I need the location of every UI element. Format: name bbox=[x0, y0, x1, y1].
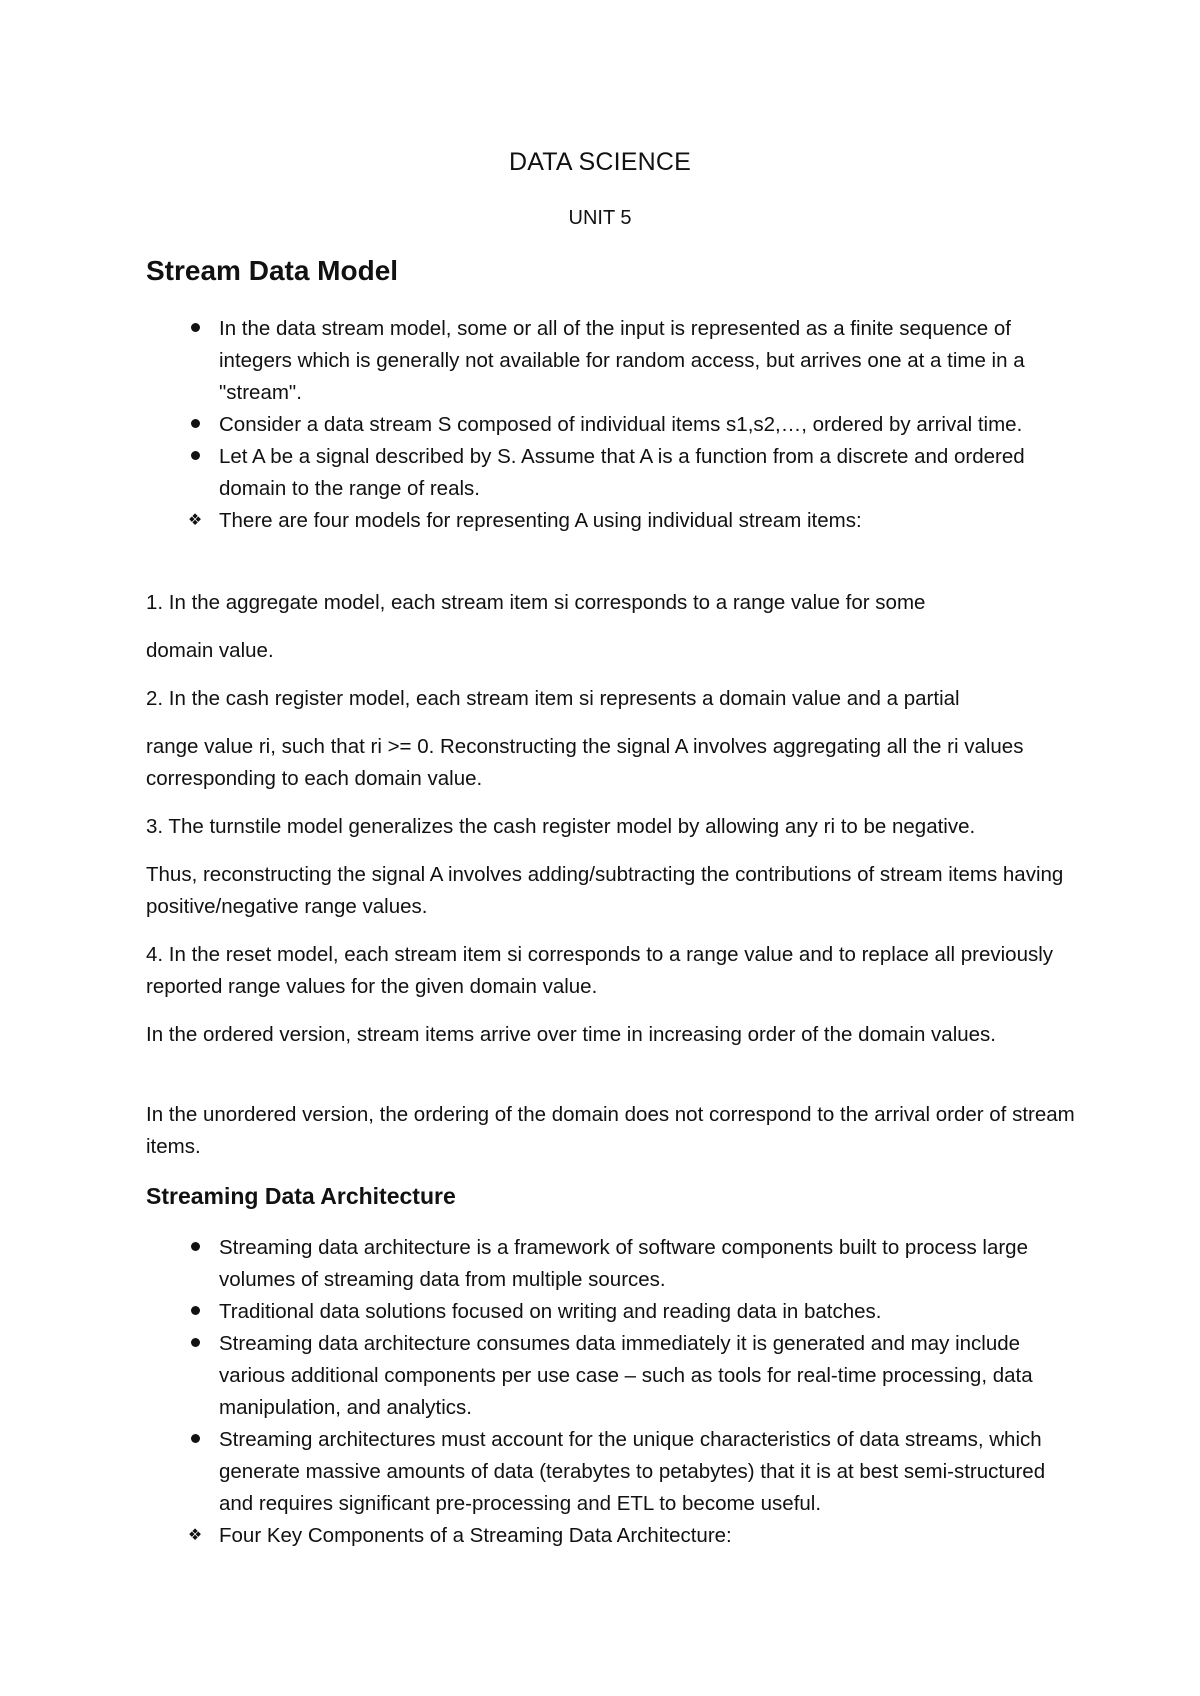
diamond-bullet-icon: ❖ bbox=[187, 1527, 203, 1544]
list-item bbox=[146, 1328, 1076, 1424]
list-item-text: Consider a data stream S composed of individual items s1,s2,…, ordered by arrival time. bbox=[219, 413, 1023, 436]
bullet-icon bbox=[184, 1232, 206, 1264]
architecture-bullet-list bbox=[146, 1232, 1076, 1552]
paragraph: Thus, reconstructing the signal A involves adding/subtracting the contributions of stream items having positive/negative range values. bbox=[146, 863, 1064, 918]
paragraph: 3. The turnstile model generalizes the cash register model by allowing any ri to be negative. bbox=[146, 815, 976, 838]
paragraph: 2. In the cash register model, each stream item si represents a domain value and a partial bbox=[146, 687, 960, 710]
document-subtitle: UNIT 5 bbox=[568, 207, 632, 229]
paragraph: domain value. bbox=[146, 639, 274, 662]
list-item bbox=[146, 505, 1076, 537]
stream-model-bullet-list bbox=[146, 313, 1076, 537]
bullet-icon bbox=[184, 409, 206, 441]
list-item bbox=[146, 1520, 1076, 1552]
paragraph: In the unordered version, the ordering of the domain does not correspond to the arrival order of stream items. bbox=[146, 1103, 1075, 1158]
list-item bbox=[146, 1232, 1076, 1296]
list-item-text: Four Key Components of a Streaming Data Architecture: bbox=[219, 1524, 732, 1547]
bullet-icon bbox=[184, 1424, 206, 1456]
paragraph: 1. In the aggregate model, each stream item si corresponds to a range value for some bbox=[146, 591, 926, 614]
paragraph: range value ri, such that ri >= 0. Reconstructing the signal A involves aggregating all the ri values corresponding to each domain value. bbox=[146, 735, 1024, 790]
list-item-text: Traditional data solutions focused on writing and reading data in batches. bbox=[219, 1300, 882, 1323]
list-item bbox=[146, 441, 1076, 505]
list-item bbox=[146, 313, 1076, 409]
list-item-text: In the data stream model, some or all of the input is represented as a finite sequence of integers which is generally not available for random access, but arrives one at a time in a "stream". bbox=[219, 317, 1025, 404]
list-item bbox=[146, 409, 1076, 441]
section-heading-streaming-data-architecture: Streaming Data Architecture bbox=[146, 1183, 456, 1209]
section-heading-stream-data-model: Stream Data Model bbox=[146, 255, 399, 286]
paragraph: 4. In the reset model, each stream item si corresponds to a range value and to replace all previously reported range values for the given domain value. bbox=[146, 943, 1054, 998]
list-item-text: Let A be a signal described by S. Assume that A is a function from a discrete and ordered domain to the range of reals. bbox=[219, 445, 1025, 500]
document-title: DATA SCIENCE bbox=[508, 148, 692, 176]
diamond-bullet-icon: ❖ bbox=[187, 512, 203, 529]
bullet-icon bbox=[184, 1296, 206, 1328]
bullet-icon bbox=[184, 441, 206, 473]
list-item bbox=[146, 1296, 1076, 1328]
list-item-text: Streaming data architecture is a framework of software components built to process large volumes of streaming data from multiple sources. bbox=[219, 1236, 1028, 1291]
list-item bbox=[146, 1424, 1076, 1520]
bullet-icon bbox=[184, 1328, 206, 1360]
bullet-icon bbox=[184, 313, 206, 345]
list-item-text: Streaming data architecture consumes data immediately it is generated and may include various additional components per use case – such as tools for real-time processing, data manipulation, and analytics. bbox=[219, 1332, 1033, 1419]
paragraph: In the ordered version, stream items arrive over time in increasing order of the domain values. bbox=[146, 1023, 996, 1046]
list-item-text: Streaming architectures must account for the unique characteristics of data streams, which generate massive amounts of data (terabytes to petabytes) that it is at best semi-structured and requires significant pre-processing and ETL to become useful. bbox=[219, 1428, 1046, 1515]
list-item-text: There are four models for representing A using individual stream items: bbox=[219, 509, 862, 532]
